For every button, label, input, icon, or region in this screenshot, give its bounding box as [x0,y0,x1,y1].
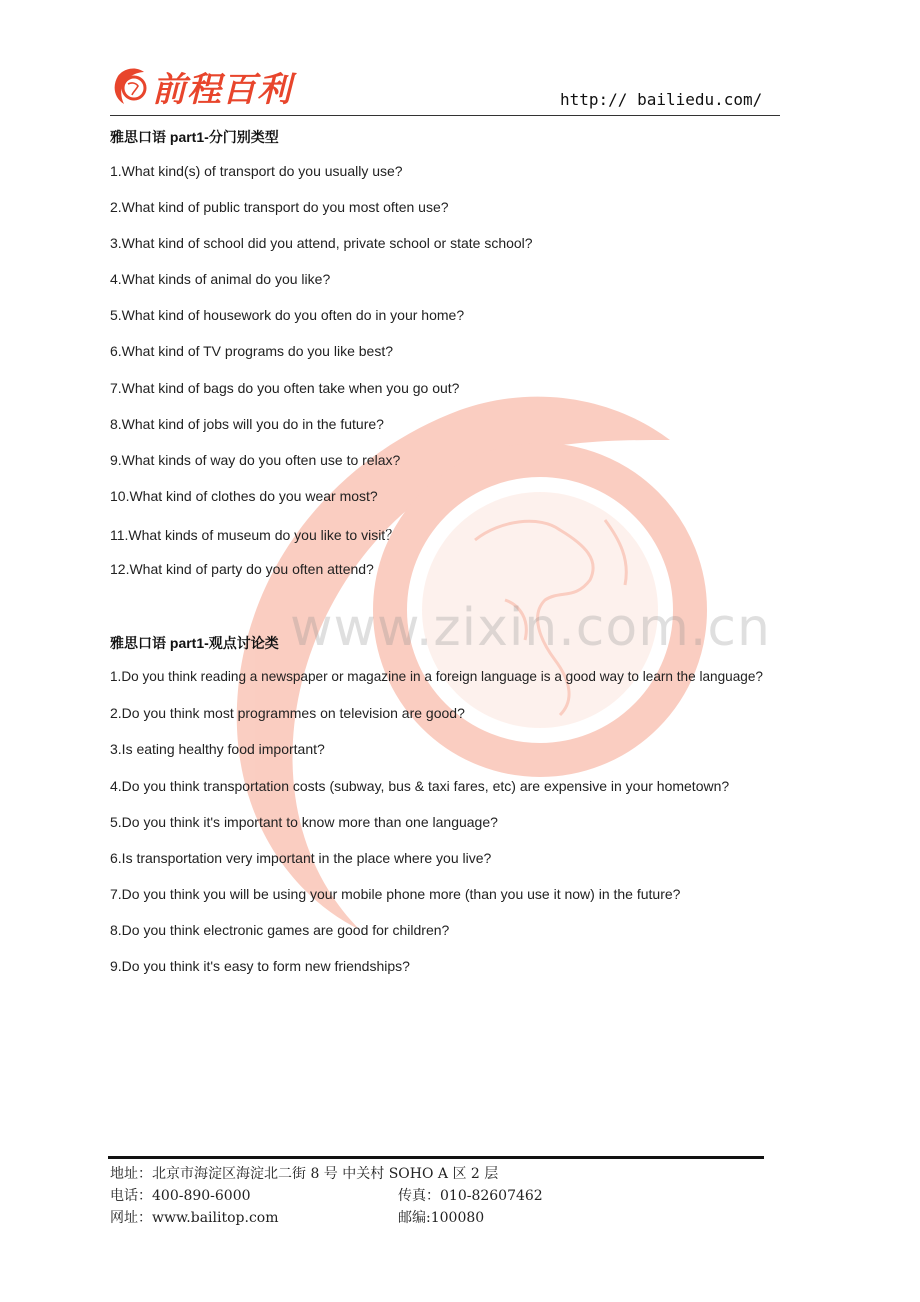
question-item: 1.Do you think reading a newspaper or magazine in a foreign language is a good way to learn the language? [110,669,763,684]
site-url[interactable]: http:// bailiedu.com/ [560,90,763,109]
question-item: 4.What kinds of animal do you like? [110,271,331,287]
question-item: 12.What kind of party do you often attend? [110,561,374,577]
footer-postcode: 邮编:100080 [398,1210,485,1226]
question-item: 6.Is transportation very important in the place where you live? [110,850,492,866]
question-item: 5.What kind of housework do you often do in your home? [110,307,465,323]
footer-address: 地址：北京市海淀区海淀北二街 8 号 中关村 SOHO A 区 2 层 [110,1166,499,1182]
logo [112,64,332,108]
question-item: 3.What kind of school did you attend, private school or state school? [110,235,533,251]
question-item: 6.What kind of TV programs do you like best? [110,343,393,359]
question-item: 3.Is eating healthy food important? [110,741,325,757]
footer-fax: 传真：010-82607462 [398,1188,543,1204]
section-title: 雅思口语 part1-分门别类型 [110,129,279,145]
question-item: 8.Do you think electronic games are good for children? [110,922,450,938]
question-item: 2.What kind of public transport do you most often use? [110,199,449,215]
question-item: 7.What kind of bags do you often take when you go out? [110,380,460,396]
footer-divider [108,1156,764,1159]
watermark-text: www.zixin.com.cn [290,598,771,658]
question-item: 10.What kind of clothes do you wear most? [110,488,378,504]
footer-website[interactable]: 网址：www.bailitop.com [110,1210,279,1226]
logo-text: 前程百利 [152,70,292,110]
question-item: 4.Do you think transportation costs (subway, bus & taxi fares, etc) are expensive in your hometown? [110,778,730,794]
question-item: 7.Do you think you will be using your mobile phone more (than you use it now) in the future? [110,886,681,902]
question-item: 9.What kinds of way do you often use to relax? [110,452,401,468]
question-item: 11.What kinds of museum do you like to visit？ [110,527,400,543]
section-title: 雅思口语 part1-观点讨论类 [110,635,279,651]
globe-c-icon [112,64,152,108]
question-item: 8.What kind of jobs will you do in the future? [110,416,384,432]
footer-phone: 电话：400-890-6000 [110,1188,251,1204]
question-item: 1.What kind(s) of transport do you usually use? [110,163,403,179]
question-item: 5.Do you think it's important to know more than one language? [110,814,498,830]
header-divider [110,115,780,116]
question-item: 9.Do you think it's easy to form new friendships? [110,958,410,974]
question-item: 2.Do you think most programmes on television are good? [110,705,465,721]
